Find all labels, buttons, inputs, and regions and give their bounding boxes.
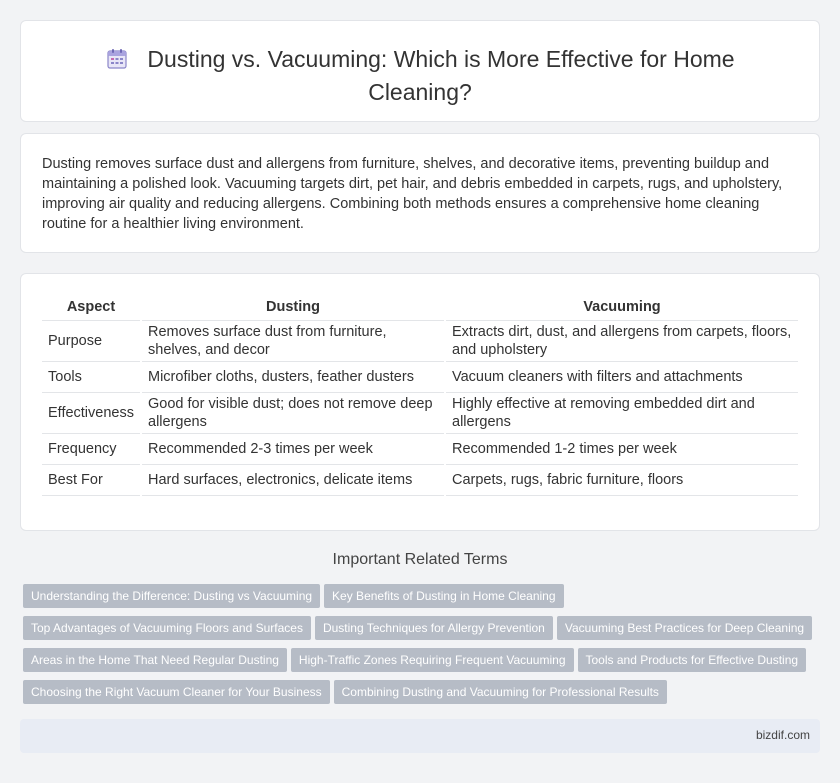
header-aspect: Aspect bbox=[42, 294, 141, 321]
footer bbox=[20, 719, 820, 753]
related-tag[interactable]: Tools and Products for Effective Dusting bbox=[578, 648, 807, 672]
row-dusting: Recommended 2-3 times per week bbox=[141, 434, 445, 465]
row-vacuuming: Vacuum cleaners with filters and attachments bbox=[445, 362, 798, 393]
related-tag[interactable]: Dusting Techniques for Allergy Prevention bbox=[315, 616, 553, 640]
related-tag[interactable]: Vacuuming Best Practices for Deep Cleaning bbox=[557, 616, 812, 640]
title-text: Dusting vs. Vacuuming: Which is More Effective for Home Cleaning? bbox=[147, 46, 735, 105]
row-aspect: Frequency bbox=[42, 434, 141, 465]
table-row bbox=[42, 362, 798, 393]
intro-card bbox=[20, 133, 820, 253]
related-terms-title: Important Related Terms bbox=[332, 551, 508, 568]
table-header-row bbox=[42, 294, 798, 321]
row-aspect: Effectiveness bbox=[42, 393, 141, 434]
row-dusting: Good for visible dust; does not remove deep allergens bbox=[141, 393, 445, 434]
row-vacuuming: Extracts dirt, dust, and allergens from carpets, floors, and upholstery bbox=[445, 321, 798, 362]
related-tag[interactable]: Choosing the Right Vacuum Cleaner for Your Business bbox=[23, 680, 330, 704]
row-aspect: Best For bbox=[42, 465, 141, 496]
calendar-icon bbox=[105, 47, 129, 78]
comparison-table bbox=[42, 294, 798, 496]
intro-paragraph: Dusting removes surface dust and allergens from furniture, shelves, and decorative items, preventing buildup and maintaining a polished look. Vacuuming targets dirt, pet hair, and debris embedded in carpets, rugs, and upholstery, improving air quality and reducing allergens. Combining both methods ensures a comprehensive home cleaning routine for a healthier living environment. bbox=[42, 156, 783, 232]
row-dusting: Microfiber cloths, dusters, feather dusters bbox=[141, 362, 445, 393]
comparison-card bbox=[20, 273, 820, 531]
row-vacuuming: Highly effective at removing embedded dirt and allergens bbox=[445, 393, 798, 434]
header-vacuuming: Vacuuming bbox=[445, 294, 798, 321]
title-card bbox=[20, 20, 820, 122]
header-dusting: Dusting bbox=[141, 294, 445, 321]
related-tag[interactable]: Understanding the Difference: Dusting vs Vacuuming bbox=[23, 584, 320, 608]
row-vacuuming: Recommended 1-2 times per week bbox=[445, 434, 798, 465]
table-row bbox=[42, 434, 798, 465]
table-row bbox=[42, 465, 798, 496]
related-terms-list bbox=[23, 584, 823, 712]
row-dusting: Hard surfaces, electronics, delicate items bbox=[141, 465, 445, 496]
related-tag[interactable]: High-Traffic Zones Requiring Frequent Vacuuming bbox=[291, 648, 574, 672]
related-tag[interactable]: Key Benefits of Dusting in Home Cleaning bbox=[324, 584, 563, 608]
related-tag[interactable]: Areas in the Home That Need Regular Dusting bbox=[23, 648, 287, 672]
row-aspect: Tools bbox=[42, 362, 141, 393]
row-vacuuming: Carpets, rugs, fabric furniture, floors bbox=[445, 465, 798, 496]
row-aspect: Purpose bbox=[42, 321, 141, 362]
table-row bbox=[42, 393, 798, 434]
table-row bbox=[42, 321, 798, 362]
page-title bbox=[21, 45, 819, 107]
related-tag[interactable]: Combining Dusting and Vacuuming for Professional Results bbox=[334, 680, 667, 704]
row-dusting: Removes surface dust from furniture, shelves, and decor bbox=[141, 321, 445, 362]
related-tag[interactable]: Top Advantages of Vacuuming Floors and Surfaces bbox=[23, 616, 311, 640]
footer-site-link[interactable]: bizdif.com bbox=[755, 728, 810, 742]
